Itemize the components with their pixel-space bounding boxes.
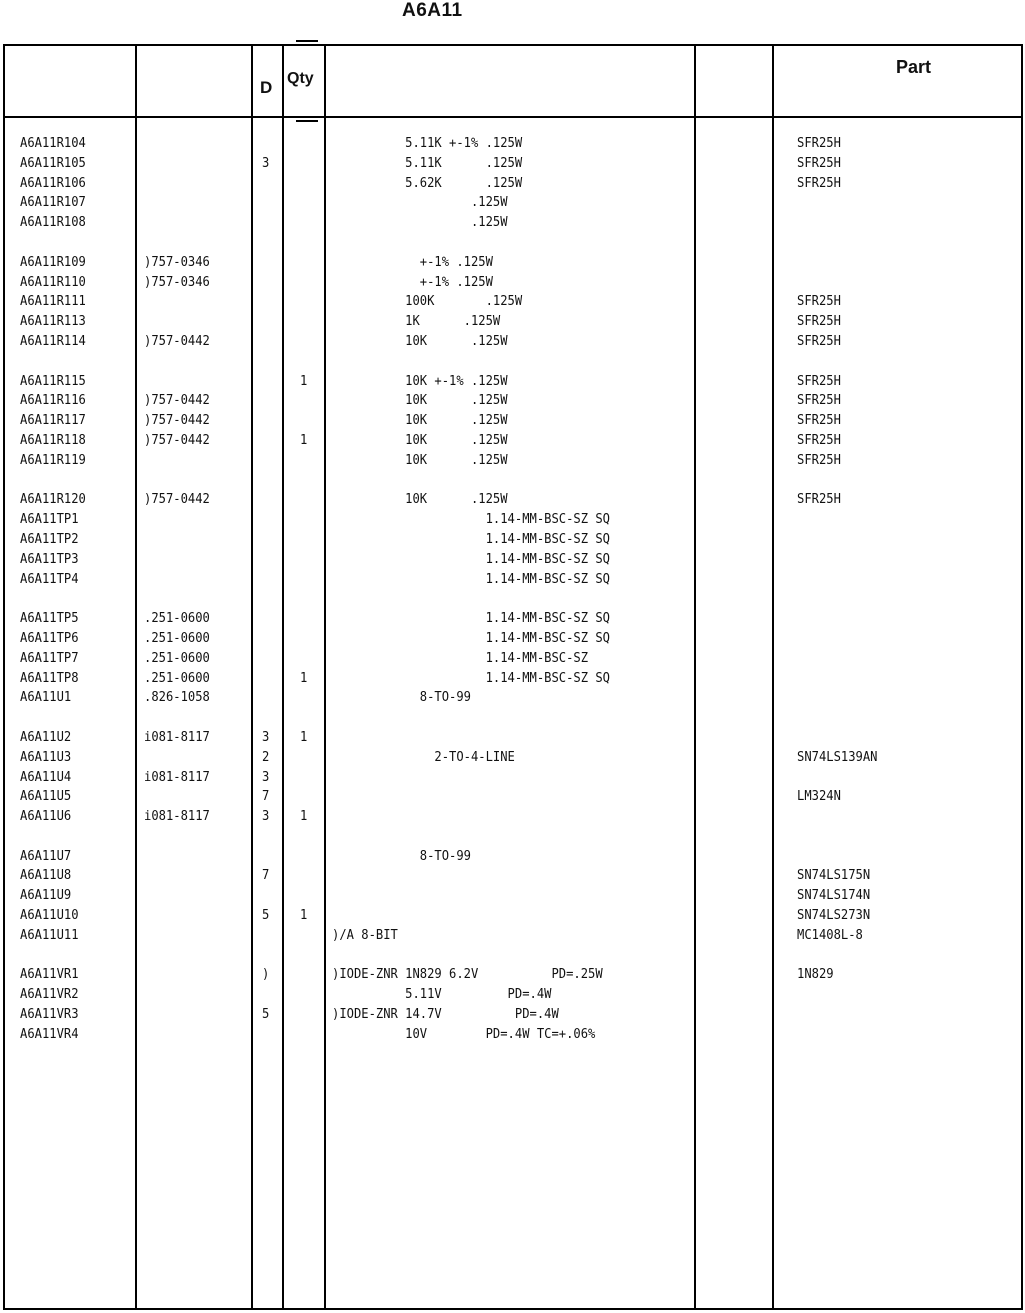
check-digit: 5 [262, 1006, 270, 1023]
description: 1.14-MM-BSC-SZ SQ [332, 629, 610, 646]
table-top-border [3, 44, 1023, 46]
table-row [0, 688, 1025, 708]
table-row [0, 372, 1025, 392]
hp-part-number: i081-8117 [144, 768, 210, 785]
group-spacer [0, 233, 1025, 253]
reference-designator: A6A11U8 [20, 867, 72, 884]
mfr-part-number: SN74LS175N [797, 867, 871, 884]
reference-designator: A6A11R110 [20, 273, 86, 290]
description: 5.11K +-1% .125W [332, 135, 523, 151]
description: 1.14-MM-BSC-SZ SQ [332, 550, 610, 567]
mfr-part-number: SFR25H [797, 451, 841, 468]
table-row [0, 886, 1025, 906]
table-row [0, 253, 1025, 273]
mfr-part-number: SFR25H [797, 313, 841, 330]
description: 10K .125W [332, 392, 508, 409]
header-qty: Qty [287, 70, 314, 87]
header-part: Part [896, 57, 932, 77]
check-digit: 7 [262, 867, 270, 884]
hp-part-number: i081-8117 [144, 808, 210, 825]
hp-part-number: .826-1058 [144, 689, 210, 706]
check-digit: 3 [262, 808, 270, 825]
reference-designator: A6A11U11 [20, 926, 79, 943]
table-row [0, 292, 1025, 312]
table-row [0, 787, 1025, 807]
description: +-1% .125W [332, 273, 493, 290]
quantity: 1 [300, 669, 308, 686]
hp-part-number: )757-0442 [144, 412, 210, 429]
quantity: 1 [300, 431, 308, 448]
description: )IODE-ZNR 14.7V PD=.4W [332, 1006, 559, 1023]
reference-designator: A6A11R105 [20, 154, 86, 171]
mfr-part-number: SFR25H [797, 392, 841, 409]
reference-designator: A6A11TP3 [20, 550, 79, 567]
hp-part-number: )757-0346 [144, 253, 210, 270]
qty-tick-top [296, 40, 318, 42]
reference-designator: A6A11U7 [20, 847, 72, 864]
description: )/A 8-BIT [332, 926, 398, 943]
group-spacer [0, 471, 1025, 491]
description: 1.14-MM-BSC-SZ SQ [332, 530, 610, 547]
reference-designator: A6A11R116 [20, 392, 86, 409]
description: 8-TO-99 [332, 847, 471, 864]
table-row [0, 847, 1025, 867]
check-digit: 3 [262, 768, 270, 785]
group-spacer [0, 352, 1025, 372]
hp-part-number: )757-0442 [144, 392, 210, 409]
description: .125W [332, 214, 508, 231]
mfr-part-number: SFR25H [797, 491, 841, 508]
mfr-part-number: SFR25H [797, 293, 841, 310]
header-cd: D [260, 78, 273, 97]
table-row [0, 609, 1025, 629]
description: 1K .125W [332, 313, 501, 330]
mfr-part-number: SFR25H [797, 412, 841, 429]
reference-designator: A6A11TP1 [20, 511, 79, 528]
description: 1.14-MM-BSC-SZ SQ [332, 669, 610, 686]
reference-designator: A6A11U6 [20, 808, 72, 825]
group-spacer [0, 708, 1025, 728]
parts-list [0, 134, 1025, 1045]
description: 5.62K .125W [332, 174, 523, 191]
description: )IODE-ZNR 1N829 6.2V PD=.25W [332, 966, 603, 983]
hp-part-number: )757-0442 [144, 431, 210, 448]
reference-designator: A6A11R109 [20, 253, 86, 270]
table-row [0, 748, 1025, 768]
table-row [0, 926, 1025, 946]
reference-designator: A6A11VR1 [20, 966, 79, 983]
reference-designator: A6A11TP2 [20, 530, 79, 547]
quantity: 1 [300, 728, 308, 745]
mfr-part-number: SFR25H [797, 332, 841, 349]
table-row [0, 728, 1025, 748]
table-row [0, 411, 1025, 431]
hp-part-number: i081-8117 [144, 728, 210, 745]
description: 2-TO-4-LINE [332, 748, 515, 765]
table-bottom-border [3, 1308, 1023, 1310]
table-row [0, 550, 1025, 570]
mfr-part-number: SFR25H [797, 431, 841, 448]
description: 10V PD=.4W TC=+.06% [332, 1025, 596, 1042]
table-row [0, 391, 1025, 411]
quantity: 1 [300, 372, 308, 389]
table-row [0, 629, 1025, 649]
check-digit: 7 [262, 788, 270, 805]
check-digit: 5 [262, 907, 270, 924]
reference-designator: A6A11VR2 [20, 986, 79, 1003]
hp-part-number: .251-0600 [144, 669, 210, 686]
reference-designator: A6A11U9 [20, 887, 72, 904]
reference-designator: A6A11VR4 [20, 1025, 79, 1042]
quantity: 1 [300, 907, 308, 924]
table-row [0, 213, 1025, 233]
table-row [0, 273, 1025, 293]
table-row [0, 649, 1025, 669]
reference-designator: A6A11VR3 [20, 1006, 79, 1023]
table-row [0, 807, 1025, 827]
description: 5.11K .125W [332, 154, 523, 171]
mfr-part-number: SN74LS273N [797, 907, 871, 924]
description: 10K .125W [332, 412, 508, 429]
mfr-part-number: SFR25H [797, 135, 841, 151]
page-title: A6A11 [402, 0, 463, 21]
hp-part-number: )757-0346 [144, 273, 210, 290]
description: 5.11V PD=.4W [332, 986, 552, 1003]
description: 1.14-MM-BSC-SZ SQ [332, 511, 610, 528]
hp-part-number: .251-0600 [144, 629, 210, 646]
mfr-part-number: SN74LS174N [797, 887, 871, 904]
reference-designator: A6A11TP6 [20, 629, 79, 646]
table-row [0, 530, 1025, 550]
reference-designator: A6A11R111 [20, 293, 86, 310]
table-row [0, 431, 1025, 451]
table-row [0, 193, 1025, 213]
check-digit: 3 [262, 728, 270, 745]
reference-designator: A6A11R104 [20, 135, 86, 151]
reference-designator: A6A11R120 [20, 491, 86, 508]
mfr-part-number: SFR25H [797, 372, 841, 389]
reference-designator: A6A11TP4 [20, 570, 79, 587]
description: .125W [332, 194, 508, 211]
table-row [0, 1005, 1025, 1025]
description: 1.14-MM-BSC-SZ SQ [332, 610, 610, 627]
check-digit: 3 [262, 154, 270, 171]
mfr-part-number: SFR25H [797, 174, 841, 191]
table-row [0, 154, 1025, 174]
table-row [0, 451, 1025, 471]
mfr-part-number: LM324N [797, 788, 841, 805]
mfr-part-number: SN74LS139AN [797, 748, 878, 765]
hp-part-number: .251-0600 [144, 610, 210, 627]
table-row [0, 1025, 1025, 1045]
group-spacer [0, 946, 1025, 966]
reference-designator: A6A11R115 [20, 372, 86, 389]
group-spacer [0, 827, 1025, 847]
reference-designator: A6A11U4 [20, 768, 72, 785]
reference-designator: A6A11R118 [20, 431, 86, 448]
reference-designator: A6A11TP7 [20, 649, 79, 666]
reference-designator: A6A11R117 [20, 412, 86, 429]
reference-designator: A6A11U5 [20, 788, 72, 805]
table-row [0, 490, 1025, 510]
qty-tick-bottom [296, 120, 318, 122]
description: 1.14-MM-BSC-SZ [332, 649, 589, 666]
reference-designator: A6A11R106 [20, 174, 86, 191]
reference-designator: A6A11R108 [20, 214, 86, 231]
group-spacer [0, 589, 1025, 609]
description: 10K .125W [332, 451, 508, 468]
table-row [0, 985, 1025, 1005]
table-row [0, 866, 1025, 886]
table-row [0, 510, 1025, 530]
reference-designator: A6A11U3 [20, 748, 72, 765]
hp-part-number: )757-0442 [144, 491, 210, 508]
mfr-part-number: SFR25H [797, 154, 841, 171]
reference-designator: A6A11R114 [20, 332, 86, 349]
table-row [0, 570, 1025, 590]
reference-designator: A6A11U10 [20, 907, 79, 924]
table-row [0, 965, 1025, 985]
reference-designator: A6A11R119 [20, 451, 86, 468]
hp-part-number: .251-0600 [144, 649, 210, 666]
description: 8-TO-99 [332, 689, 471, 706]
table-row [0, 174, 1025, 194]
quantity: 1 [300, 808, 308, 825]
reference-designator: A6A11TP8 [20, 669, 79, 686]
description: 10K .125W [332, 491, 508, 508]
check-digit: 2 [262, 748, 270, 765]
description: +-1% .125W [332, 253, 493, 270]
reference-designator: A6A11R107 [20, 194, 86, 211]
mfr-part-number: MC1408L-8 [797, 926, 863, 943]
check-digit: ) [262, 966, 270, 983]
table-row [0, 669, 1025, 689]
table-row [0, 906, 1025, 926]
table-row [0, 312, 1025, 332]
table-row [0, 332, 1025, 352]
table-row [0, 134, 1025, 154]
table-row [0, 768, 1025, 788]
reference-designator: A6A11U1 [20, 689, 72, 706]
description: 10K .125W [332, 431, 508, 448]
reference-designator: A6A11U2 [20, 728, 72, 745]
description: 10K .125W [332, 332, 508, 349]
reference-designator: A6A11TP5 [20, 610, 79, 627]
description: 100K .125W [332, 293, 523, 310]
hp-part-number: )757-0442 [144, 332, 210, 349]
mfr-part-number: 1N829 [797, 966, 834, 983]
reference-designator: A6A11R113 [20, 313, 86, 330]
description: 10K +-1% .125W [332, 372, 508, 389]
description: 1.14-MM-BSC-SZ SQ [332, 570, 610, 587]
header-bottom-border [3, 116, 1023, 118]
